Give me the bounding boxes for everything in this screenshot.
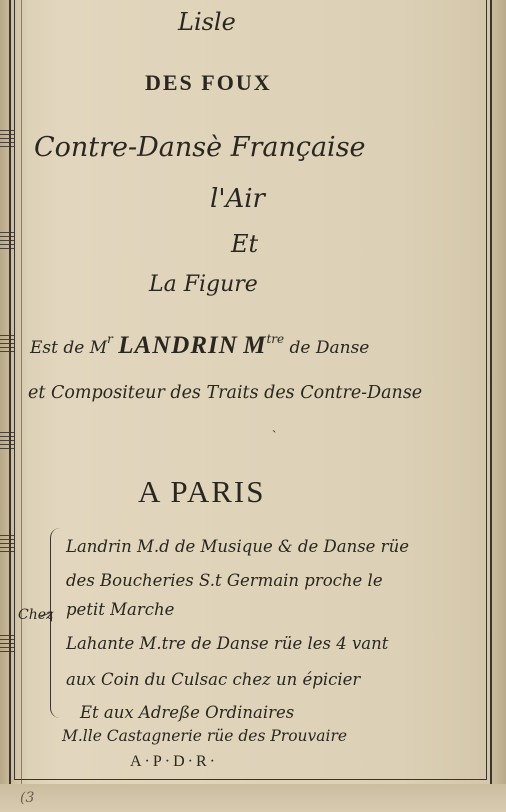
author-title-abbrev: M: [243, 332, 267, 359]
seller-line: M.lle Castagnerie rüe des Prouvaire: [62, 727, 348, 745]
privilege-mark: A·P·D·R·: [130, 753, 218, 770]
title-et: Et: [231, 230, 259, 258]
seller-line: des Boucheries S.t Germain proche le: [66, 571, 383, 590]
seller-line: Landrin M.d de Musique & de Danse rüe: [66, 537, 409, 556]
title-contre-danse: Contre-Dansè Française: [34, 132, 366, 163]
seller-line: Lahante M.tre de Danse rüe les 4 vant: [66, 634, 389, 653]
author-prefix: Est de M: [30, 338, 108, 358]
author-line-2: et Compositeur des Traits des Contre-Danse: [28, 383, 423, 403]
author-line: [30, 332, 369, 360]
place-heading: A PARIS: [138, 474, 266, 509]
author-suffix: de Danse: [289, 338, 370, 358]
page-right-edge: [492, 0, 506, 812]
brace: [50, 528, 64, 718]
title-la-figure: La Figure: [149, 272, 258, 297]
author-name: LANDRIN: [118, 332, 238, 359]
corner-mark: (3: [20, 790, 35, 806]
title-air: l'Air: [210, 184, 265, 214]
chez-label: Chez: [18, 607, 54, 623]
title-lisle: Lisle: [178, 8, 236, 36]
author-title-sup: tre: [266, 332, 285, 346]
seller-line: aux Coin du Culsac chez un épicier: [66, 670, 361, 689]
seller-line: Et aux Adreße Ordinaires: [80, 703, 295, 722]
seller-line: petit Marche: [66, 600, 175, 619]
author-prefix-sup: r: [107, 332, 113, 346]
page-bottom-edge: [0, 784, 506, 812]
stray-mark: ˏ: [272, 419, 277, 434]
title-des-foux: DES FOUX: [145, 70, 272, 95]
